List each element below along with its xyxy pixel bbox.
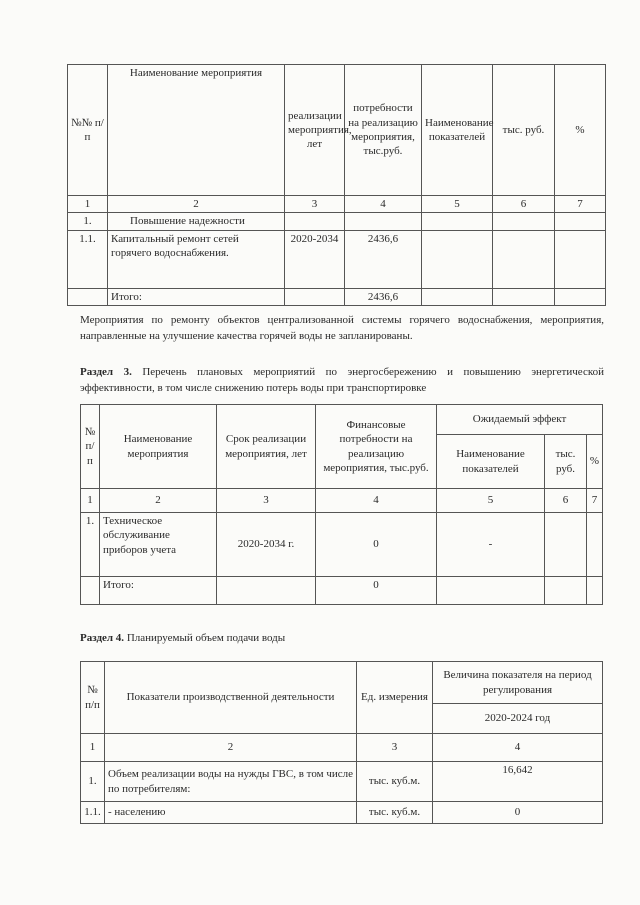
total-financial-needs: 2436,6 bbox=[345, 288, 422, 305]
header-indicator-name: Наименование показателей bbox=[437, 435, 545, 489]
column-index: 6 bbox=[493, 196, 555, 213]
header-activity-name: Наименование мероприятия bbox=[100, 405, 217, 489]
section-3-label: Раздел 3. bbox=[80, 366, 132, 378]
water-supply-volume-table bbox=[80, 661, 603, 824]
section-4-title: Планируемый объем подачи воды bbox=[126, 632, 286, 644]
row-unit: тыс. куб.м. bbox=[357, 762, 433, 802]
column-index: 2 bbox=[108, 196, 285, 213]
header-implementation-period: Срок реализации мероприятия, лет bbox=[217, 405, 316, 489]
total-label: Итого: bbox=[108, 288, 285, 305]
row-number: 1. bbox=[81, 762, 105, 802]
header-percent: % bbox=[555, 65, 606, 196]
column-index: 4 bbox=[316, 489, 437, 513]
row-unit: тыс. куб.м. bbox=[357, 802, 433, 824]
column-index: 3 bbox=[217, 489, 316, 513]
column-index: 7 bbox=[555, 196, 606, 213]
section-3-title: Перечень плановых мероприятий по энергосбережению и повышению энергетической эффективности, в том числе снижению потерь воды при транспортировке bbox=[80, 366, 604, 394]
section-3-heading bbox=[80, 364, 604, 396]
header-expected-effect: Ожидаемый эффект bbox=[437, 405, 603, 435]
section-4-label: Раздел 4. bbox=[80, 632, 125, 644]
row-financial-needs: 2436,6 bbox=[345, 230, 422, 288]
row-indicator: - населению bbox=[105, 802, 357, 824]
header-regulation-period: 2020-2024 год bbox=[433, 704, 603, 734]
header-thousand-rubles: тыс. руб. bbox=[493, 65, 555, 196]
row-indicator-name: - bbox=[437, 513, 545, 577]
column-index: 1 bbox=[81, 489, 100, 513]
header-indicator-value: Величина показателя на период регулирования bbox=[433, 662, 603, 704]
header-financial-needs: потребности на реализацию мероприятия, тыс.руб. bbox=[345, 65, 422, 196]
row-number: 1.1. bbox=[68, 230, 108, 288]
row-value: 0 bbox=[433, 802, 603, 824]
header-activity-name: Наименование мероприятия bbox=[108, 65, 285, 196]
row-period: 2020-2034 г. bbox=[217, 513, 316, 577]
column-index: 1 bbox=[81, 734, 105, 762]
header-implementation-period: реализации мероприятия, лет bbox=[285, 65, 345, 196]
row-number: 1. bbox=[81, 513, 100, 577]
row-period: 2020-2034 bbox=[285, 230, 345, 288]
column-index: 2 bbox=[100, 489, 217, 513]
header-number: № п/п bbox=[81, 405, 100, 489]
column-index: 1 bbox=[68, 196, 108, 213]
row-activity-name: Капитальный ремонт сетей горячего водоснабжения. bbox=[108, 230, 285, 288]
total-financial-needs: 0 bbox=[316, 577, 437, 605]
column-index: 3 bbox=[357, 734, 433, 762]
header-unit: Ед. измерения bbox=[357, 662, 433, 734]
row-financial-needs: 0 bbox=[316, 513, 437, 577]
row-indicator: Объем реализации воды на нужды ГВС, в том числе по потребителям: bbox=[105, 762, 357, 802]
column-index: 5 bbox=[437, 489, 545, 513]
energy-saving-table bbox=[80, 404, 603, 605]
column-index: 5 bbox=[422, 196, 493, 213]
column-index: 4 bbox=[433, 734, 603, 762]
row-value: 16,642 bbox=[433, 762, 603, 802]
header-indicators: Показатели производственной деятельности bbox=[105, 662, 357, 734]
header-number: №№ п/п bbox=[68, 65, 108, 196]
column-index: 2 bbox=[105, 734, 357, 762]
section-number: 1. bbox=[68, 213, 108, 230]
total-label: Итого: bbox=[100, 577, 217, 605]
column-index: 3 bbox=[285, 196, 345, 213]
header-indicator-name: Наименование показателей bbox=[422, 65, 493, 196]
column-index: 6 bbox=[545, 489, 587, 513]
header-number: № п/п bbox=[81, 662, 105, 734]
header-thousand-rubles: тыс. руб. bbox=[545, 435, 587, 489]
row-number: 1.1. bbox=[81, 802, 105, 824]
section-4-heading bbox=[80, 630, 604, 646]
column-index: 7 bbox=[587, 489, 603, 513]
row-activity-name: Техническое обслуживание приборов учета bbox=[100, 513, 217, 577]
header-percent: % bbox=[587, 435, 603, 489]
column-index: 4 bbox=[345, 196, 422, 213]
activities-table-section2 bbox=[67, 64, 606, 306]
no-repair-activities-note: Мероприятия по ремонту объектов централизованной системы горячего водоснабжения, мероприятия, направленные на улучшение качества горячей воды не запланированы. bbox=[80, 314, 604, 342]
header-financial-needs: Финансовые потребности на реализацию мероприятия, тыс.руб. bbox=[316, 405, 437, 489]
section-title: Повышение надежности bbox=[108, 213, 285, 230]
